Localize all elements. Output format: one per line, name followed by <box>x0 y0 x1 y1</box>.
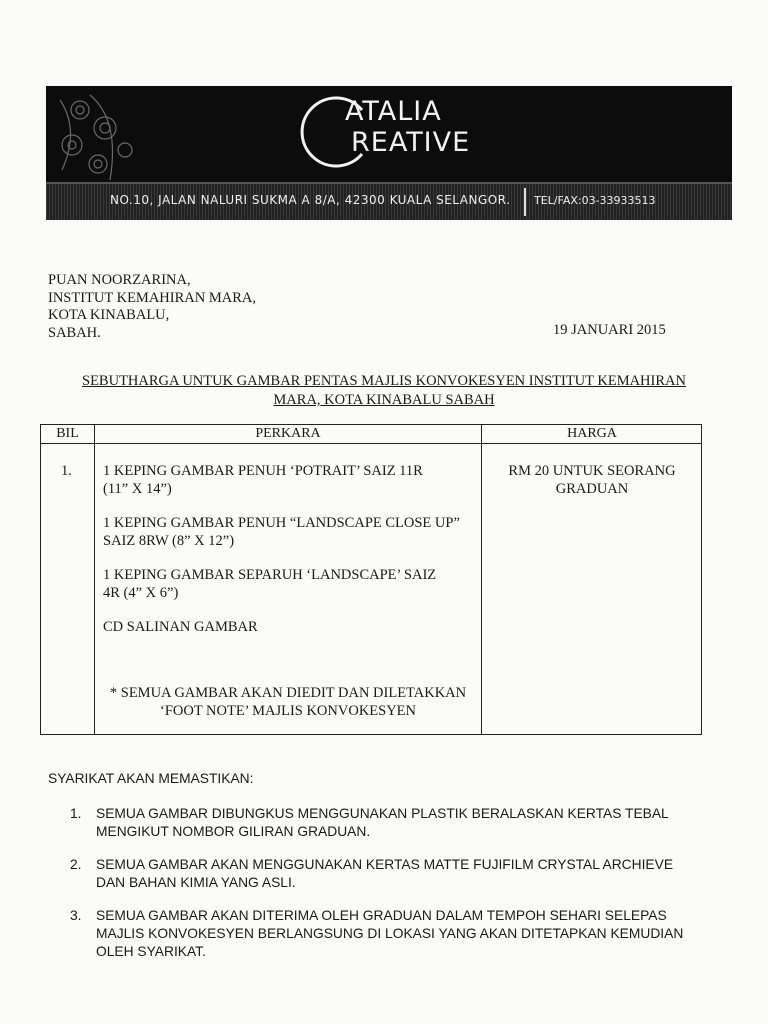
footnote-line: ‘FOOT NOTE’ MAJLIS KONVOKESYEN <box>159 703 417 719</box>
quotation-table <box>40 424 702 735</box>
logo-text-line1: ATALIA <box>345 96 442 127</box>
term-line: SEMUA GAMBAR AKAN DITERIMA OLEH GRADUAN DALAM TEMPOH SEHARI SELEPAS <box>96 908 667 923</box>
table-header-perkara: PERKARA <box>255 426 321 441</box>
item-line: 1 KEPING GAMBAR PENUH ‘POTRAIT’ SAIZ 11R <box>103 463 423 479</box>
logo-text-line2: REATIVE <box>351 127 471 158</box>
document-title: MARA, KOTA KINABALU SABAH <box>273 392 495 408</box>
table-header-harga: HARGA <box>567 426 617 441</box>
terms-heading: SYARIKAT AKAN MEMASTIKAN: <box>48 771 254 786</box>
company-address: NO.10, JALAN NALURI SUKMA A 8/A, 42300 KUALA SELANGOR. <box>110 193 511 207</box>
term-line: MAJLIS KONVOKESYEN BERLANGSUNG DI LOKASI YANG AKAN DITETAPKAN KEMUDIAN <box>96 926 684 941</box>
table-header-bil: BIL <box>56 426 79 441</box>
letterhead-banner <box>46 86 732 220</box>
term-line: OLEH SYARIKAT. <box>96 944 206 959</box>
company-tel-fax: TEL/FAX:03-33933513 <box>534 194 656 207</box>
term-line: DAN BAHAN KIMIA YANG ASLI. <box>96 875 296 890</box>
item-line: (11” X 14”) <box>103 481 172 497</box>
price-line: GRADUAN <box>555 481 629 497</box>
item-line: SAIZ 8RW (8” X 12”) <box>103 533 235 549</box>
item-line: 1 KEPING GAMBAR PENUH “LANDSCAPE CLOSE UP” <box>103 515 460 531</box>
recipient-line: INSTITUT KEMAHIRAN MARA, <box>48 290 256 306</box>
recipient-line: PUAN NOORZARINA, <box>48 272 191 288</box>
term-line: SEMUA GAMBAR AKAN MENGGUNAKAN KERTAS MATTE FUJIFILM CRYSTAL ARCHIEVE <box>96 857 674 872</box>
item-line: 1 KEPING GAMBAR SEPARUH ‘LANDSCAPE’ SAIZ <box>103 567 437 583</box>
recipient-line: SABAH. <box>48 325 101 341</box>
term-line: SEMUA GAMBAR DIBUNGKUS MENGGUNAKAN PLASTIK BERALASKAN KERTAS TEBAL <box>96 806 669 821</box>
term-number: 2. <box>70 857 82 872</box>
row-number: 1. <box>61 463 72 479</box>
recipient-line: KOTA KINABALU, <box>48 307 170 323</box>
address-band <box>46 182 732 220</box>
footnote-line: * SEMUA GAMBAR AKAN DIEDIT DAN DILETAKKAN <box>109 685 467 701</box>
term-number: 3. <box>70 908 82 923</box>
band-divider <box>524 188 526 216</box>
item-line: CD SALINAN GAMBAR <box>103 619 258 635</box>
price-line: RM 20 UNTUK SEORANG <box>508 463 676 479</box>
letter-date: 19 JANUARI 2015 <box>553 322 666 338</box>
item-line: 4R (4” X 6”) <box>103 585 179 601</box>
term-number: 1. <box>70 806 82 821</box>
term-line: MENGIKUT NOMBOR GILIRAN GRADUAN. <box>96 824 371 839</box>
floral-ornament-icon <box>50 90 140 186</box>
document-title: SEBUTHARGA UNTUK GAMBAR PENTAS MAJLIS KONVOKESYEN INSTITUT KEMAHIRAN <box>82 373 686 389</box>
